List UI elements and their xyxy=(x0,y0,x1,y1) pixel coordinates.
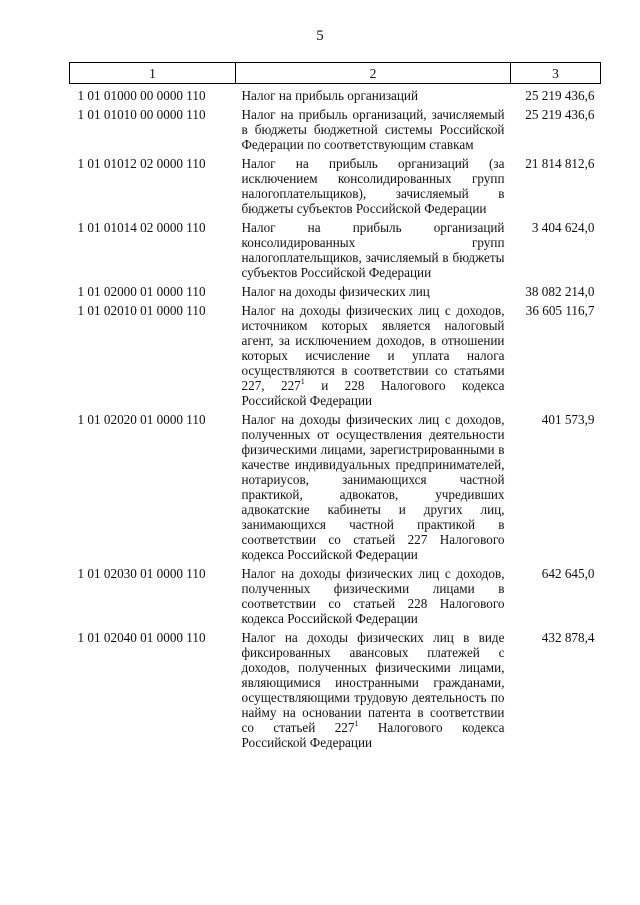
table-row xyxy=(70,408,601,562)
row-code: 1 01 01010 00 0000 110 xyxy=(77,107,206,122)
row-amount: 36 605 116,7 xyxy=(525,303,595,318)
row-name: Налог на прибыль организаций xyxy=(241,88,419,103)
row-code: 1 01 02030 01 0000 110 xyxy=(77,566,206,581)
table-row xyxy=(70,152,601,216)
row-amount: 642 645,0 xyxy=(541,566,595,581)
row-code: 1 01 02010 01 0000 110 xyxy=(77,303,206,318)
row-amount: 25 219 436,6 xyxy=(525,107,595,122)
row-name: Налог на прибыль организаций, зачисляемый в бюджеты бюджетной системы Российской Федерации по соответствующим ставкам xyxy=(241,107,505,152)
page-number: 5 xyxy=(316,28,324,44)
row-amount: 401 573,9 xyxy=(541,412,595,427)
row-name: Налог на доходы физических лиц xyxy=(241,284,430,299)
header-row xyxy=(70,63,601,84)
row-amount: 432 878,4 xyxy=(541,630,595,645)
row-amount: 21 814 812,6 xyxy=(525,156,595,171)
column-header-name: 2 xyxy=(236,63,511,84)
row-name-text: Налогового кодекса Российской Федерации xyxy=(241,720,505,750)
row-code: 1 01 02020 01 0000 110 xyxy=(77,412,206,427)
table-row xyxy=(70,103,601,152)
row-name xyxy=(236,626,511,750)
row-name-text: Налог на доходы физических лиц с доходов, источником которых является налоговый агент, за исключением доходов, в отношении которых исчисление и уплата налога осуществляются в соответствии со статьями 227, 227 xyxy=(241,303,505,393)
row-code: 1 01 01012 02 0000 110 xyxy=(77,156,206,171)
row-name: Налог на доходы физических лиц с доходов, полученных от осуществления деятельности физическими лицами, зарегистрированными в качестве индивидуальных предпринимателей, нотариусов, занимающихся частной практикой, адвокатов, учредивших адвокатские кабинеты и других лиц, занимающихся частной практикой в соответствии со статьей 227 Налогового кодекса Российской Федерации xyxy=(241,412,505,562)
column-header-amount: 3 xyxy=(511,63,601,84)
row-code: 1 01 02000 01 0000 110 xyxy=(77,284,206,299)
row-code: 1 01 01014 02 0000 110 xyxy=(77,220,206,235)
row-amount: 3 404 624,0 xyxy=(531,220,595,235)
superscript: 1 xyxy=(354,718,359,728)
superscript: 1 xyxy=(300,376,305,386)
row-name: Налог на доходы физических лиц с доходов, полученных физическими лицами в соответствии со статьей 228 Налогового кодекса Российской Федерации xyxy=(241,566,505,626)
table-row xyxy=(70,84,601,104)
row-code: 1 01 01000 00 0000 110 xyxy=(77,88,206,103)
column-header-code: 1 xyxy=(70,63,236,84)
row-name-text: Налог на доходы физических лиц в виде фиксированных авансовых платежей с доходов, полученных физическими лицами, являющимися иностранными гражданами, осуществляющими трудовую деятельность по найму на основании патента в соответствии со статьей 227 xyxy=(241,630,505,735)
table-row xyxy=(70,562,601,626)
row-amount: 25 219 436,6 xyxy=(525,88,595,103)
table-row xyxy=(70,280,601,299)
row-name: Налог на прибыль организаций (за исключением консолидированных групп налогоплательщиков), зачисляемый в бюджеты субъектов Российской Федерации xyxy=(241,156,505,216)
row-name xyxy=(236,299,511,408)
budget-table xyxy=(69,62,601,750)
table-row xyxy=(70,216,601,280)
row-name: Налог на прибыль организаций консолидированных групп налогоплательщиков, зачисляемый в бюджеты субъектов Российской Федерации xyxy=(241,220,505,280)
row-name-text: и 228 Налогового кодекса Российской Федерации xyxy=(241,378,505,408)
row-amount: 38 082 214,0 xyxy=(525,284,595,299)
table-row xyxy=(70,626,601,750)
table-row xyxy=(70,299,601,408)
row-code: 1 01 02040 01 0000 110 xyxy=(77,630,206,645)
